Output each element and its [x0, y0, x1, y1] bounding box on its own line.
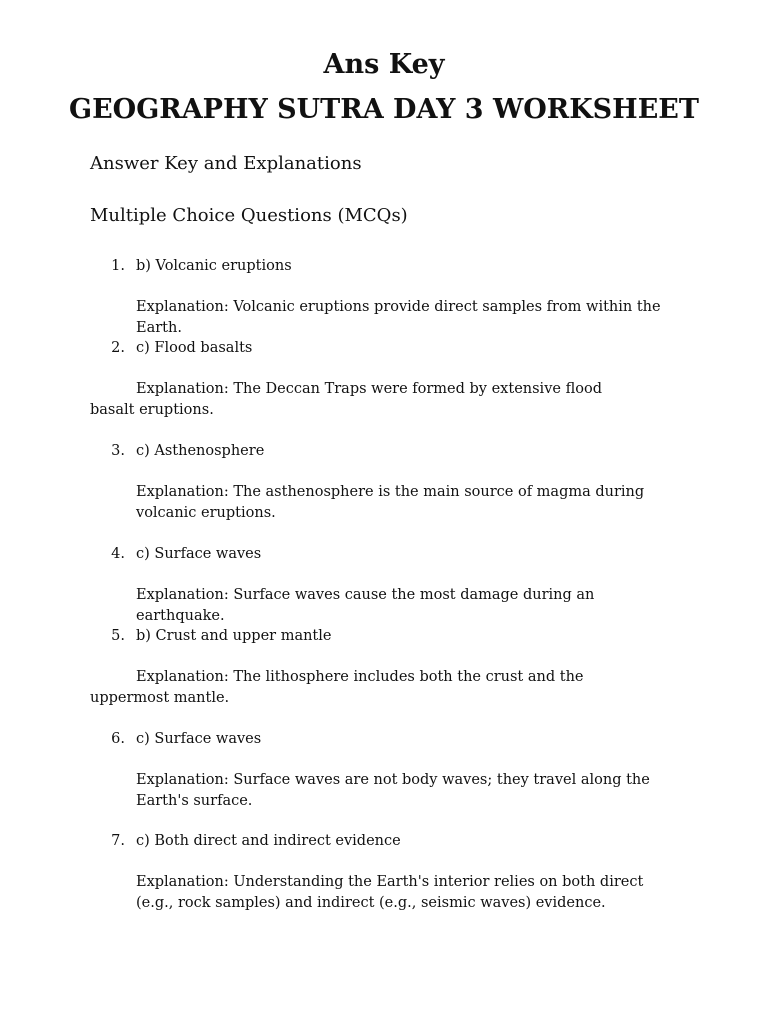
- explanation-6: Explanation: Surface waves are not body waves; they travel along the Earth's surface.: [136, 772, 650, 809]
- explanation-4: Explanation: Surface waves cause the most damage during an earthquake.: [136, 587, 595, 624]
- explanation-3: Explanation: The asthenosphere is the main source of magma during volcanic eruptions.: [136, 484, 645, 521]
- list-number: 4.: [111, 546, 125, 562]
- list-number: 7.: [111, 833, 125, 849]
- list-number: 5.: [111, 628, 125, 644]
- page-title: Ans Key: [323, 49, 445, 80]
- list-number: 6.: [111, 731, 125, 747]
- answer-text: c) Asthenosphere: [136, 443, 265, 459]
- list-number: 2.: [111, 340, 125, 356]
- answer-text: b) Volcanic eruptions: [136, 258, 292, 274]
- answer-text: c) Surface waves: [136, 731, 262, 747]
- explanation-1: Explanation: Volcanic eruptions provide direct samples from within the Earth.: [136, 299, 661, 336]
- worksheet-title: GEOGRAPHY SUTRA DAY 3 WORKSHEET: [69, 94, 699, 125]
- list-number: 1.: [111, 258, 125, 274]
- answer-text: c) Both direct and indirect evidence: [136, 833, 401, 849]
- list-number: 3.: [111, 443, 125, 459]
- answer-text: c) Surface waves: [136, 546, 262, 562]
- section-heading: Answer Key and Explanations: [90, 153, 362, 174]
- mcq-subheading: Multiple Choice Questions (MCQs): [90, 205, 408, 226]
- explanation-5: Explanation: The lithosphere includes both the crust and the uppermost mantle.: [90, 669, 584, 706]
- answer-text: c) Flood basalts: [136, 340, 253, 356]
- answer-text: b) Crust and upper mantle: [136, 628, 332, 644]
- explanation-2: Explanation: The Deccan Traps were formed by extensive flood basalt eruptions.: [90, 381, 602, 418]
- explanation-7: Explanation: Understanding the Earth's interior relies on both direct (e.g., rock samples) and indirect (e.g., seismic waves) evidence.: [136, 874, 644, 911]
